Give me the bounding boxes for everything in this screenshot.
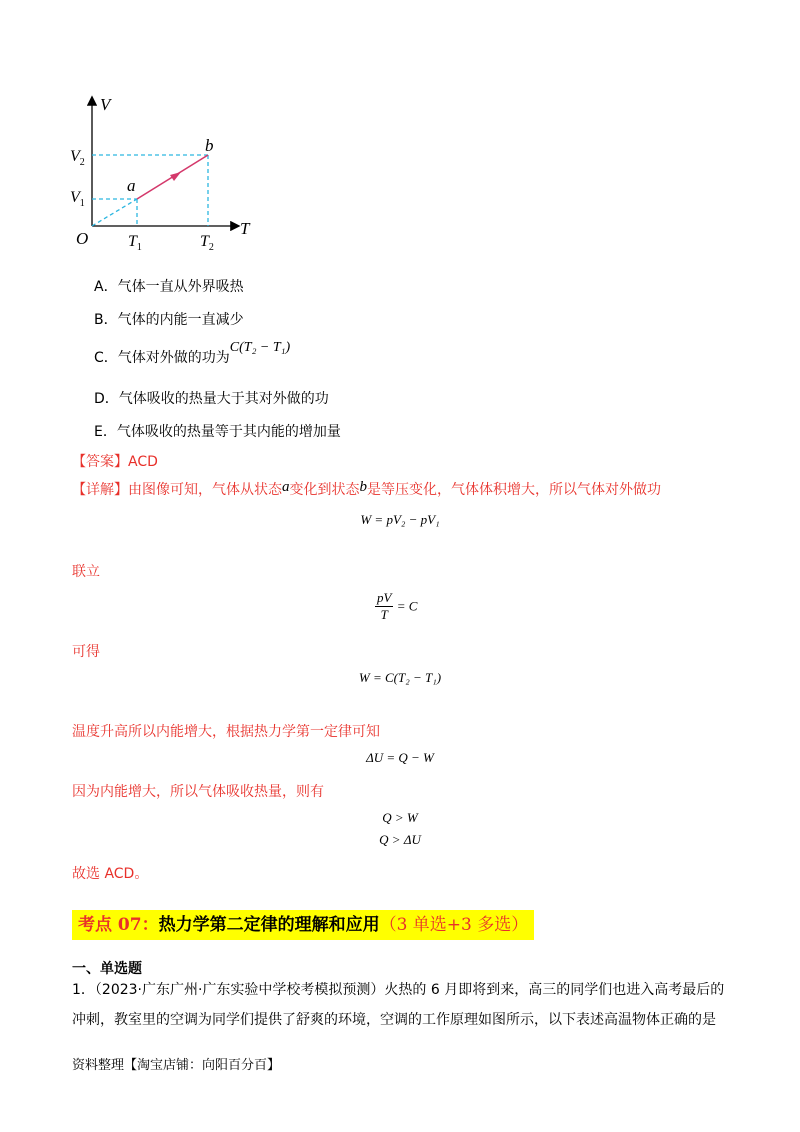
detail-text-2: 变化到状态 [289,482,360,498]
detail-text-3: 是等压变化，气体体积增大，所以气体对外做功 [367,482,661,498]
heat-absorb-text: 因为内能增大，所以气体吸收热量，则有 [72,784,324,800]
dash-origin-a [92,199,137,226]
section-banner [72,910,534,940]
detail-line [72,480,661,500]
option-e: E．气体吸收的热量等于其内能的增加量 [94,424,341,440]
answer-line [72,452,158,472]
detail-text-1: 由图像可知，气体从状态 [128,482,282,498]
axis-v-label: V [100,95,111,114]
section-sub: （3 单选+3 多选） [379,915,529,935]
question-1: 1．（2023·广东广州·广东实验中学校考模拟预测）火热的 6 月即将到来，高三的同学们也进入高考最后的冲刺，教室里的空调为同学们提供了舒爽的环境，空调的工作原理如图所示，以下表述高温物体正确的是 [72,982,725,1028]
formula-q-gt-w: Q > W [382,810,418,825]
conclusion-text: 故选 ACD。 [72,866,149,882]
temp-rise-text: 温度升高所以内能增大，根据热力学第一定律可知 [72,724,380,740]
option-c [94,340,291,366]
frac-numerator: pV [377,590,392,605]
v1-label: $V_1$ [70,189,85,209]
option-b: B．气体的内能一直减少 [94,312,244,328]
frac-denominator: T [380,607,388,622]
detail-state-b: b [359,479,367,495]
detail-state-a: a [282,479,290,495]
subsection-heading: 一、单选题 [72,961,142,977]
formula-work: W = pV₂ − pV₁ [360,512,440,527]
formula-state-eq [375,590,417,623]
answer-tag: 【答案】 [72,454,128,470]
formula-first-law: ΔU = Q − W [366,750,434,765]
formula-q-gt-du: Q > ΔU [379,832,421,847]
t2-label: $T_2$ [200,233,214,253]
option-c-formula: C(T₂ − T₁) [229,340,291,355]
section-title: 热力学第二定律的理解和应用 [158,915,380,935]
footer-text: 资料整理【淘宝店铺：向阳百分百】 [72,1058,281,1073]
option-c-text: C．气体对外做的功为 [94,350,230,366]
origin-label: O [76,229,89,248]
vt-diagram [60,88,260,258]
option-a: A．气体一直从外界吸热 [94,279,244,295]
lianli-text: 联立 [72,564,100,580]
v2-label: $V_2$ [70,148,85,168]
t1-label: $T_1$ [128,233,142,253]
option-d: D．气体吸收的热量大于其对外做的功 [94,391,329,407]
point-a-label: a [127,176,136,195]
process-arrow-icon [170,172,181,181]
kede-text: 可得 [72,644,100,660]
frac-rhs: = C [396,598,418,614]
answer-value: ACD [128,454,158,470]
formula-work-result: W = C(T₂ − T₁) [358,670,442,685]
point-b-label: b [205,136,214,155]
section-kaodian: 考点 07： [78,915,159,935]
detail-tag: 【详解】 [72,482,128,498]
axis-t-label: T [240,219,250,238]
